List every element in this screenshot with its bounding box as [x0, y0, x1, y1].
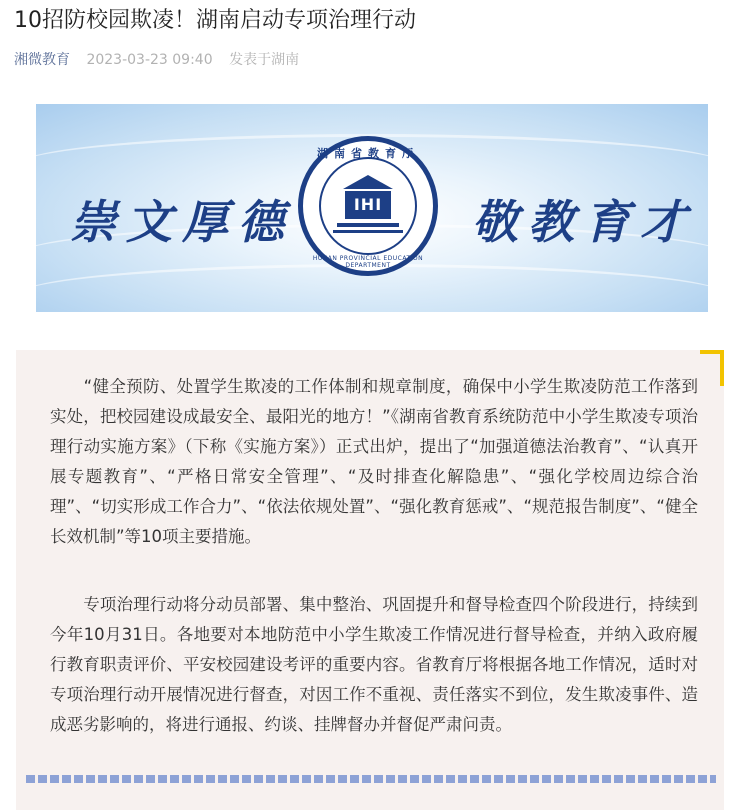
- seal-base-line: [337, 223, 399, 227]
- seal-top-text: 湖南省教育厅: [317, 147, 419, 160]
- article-title: 10招防校园欺凌！湖南启动专项治理行动: [14, 8, 416, 33]
- article-meta: [14, 50, 299, 70]
- account-name-link[interactable]: 湘微教育: [14, 52, 70, 68]
- seal-roof-icon: [343, 175, 393, 189]
- article-paragraph-1: “健全预防、处置学生欺凌的工作体制和规章制度，确保中小学生欺凌防范工作落到实处，把校园建设成最安全、最阳光的地方！”《湖南省教育系统防范中小学生欺凌专项治理行动实施方案》（下称《实施方案》）正式出炉，提出了“加强道德法治教育”、“认真开展专题教育”、“严格日常安全管理”、“及时排查化解隐患”、“强化学校周边综合治理”、“切实形成工作合力”、“依法依规处置”、“强化教育惩戒”、“规范报告制度”、“健全长效机制”等10项主要措施。: [50, 377, 698, 546]
- seal-base-line: [333, 230, 403, 233]
- article-paragraph-2: 专项治理行动将分动员部署、集中整治、巩固提升和督导检查四个阶段进行，持续到今年10月31日。各地要对本地防范中小学生欺凌工作情况进行督导检查，并纳入政府履行教育职责评价、平安校园建设考评的重要内容。省教育厅将根据各地工作情况，适时对专项治理行动开展情况进行督查，对因工作不重视、责任落实不到位，发生欺凌事件、造成恶劣影响的，将进行通报、约谈、挂牌督办并督促严肃问责。: [50, 595, 698, 734]
- corner-bracket-decoration: [700, 350, 724, 386]
- header-banner-image[interactable]: [36, 104, 708, 312]
- quote-card: [16, 350, 724, 810]
- department-seal-logo: [298, 136, 438, 276]
- seal-building-icon: IHI: [345, 191, 391, 219]
- dashed-divider: [26, 775, 716, 783]
- publish-time: 2023-03-23 09:40: [86, 52, 213, 68]
- banner-slogan-right: 敬教育才: [472, 195, 696, 249]
- banner-slogan-left: 崇文厚德: [70, 195, 294, 249]
- publish-location: 发表于湖南: [229, 52, 300, 68]
- seal-bottom-text: HUNAN PROVINCIAL EDUCATION DEPARTMENT: [312, 255, 424, 269]
